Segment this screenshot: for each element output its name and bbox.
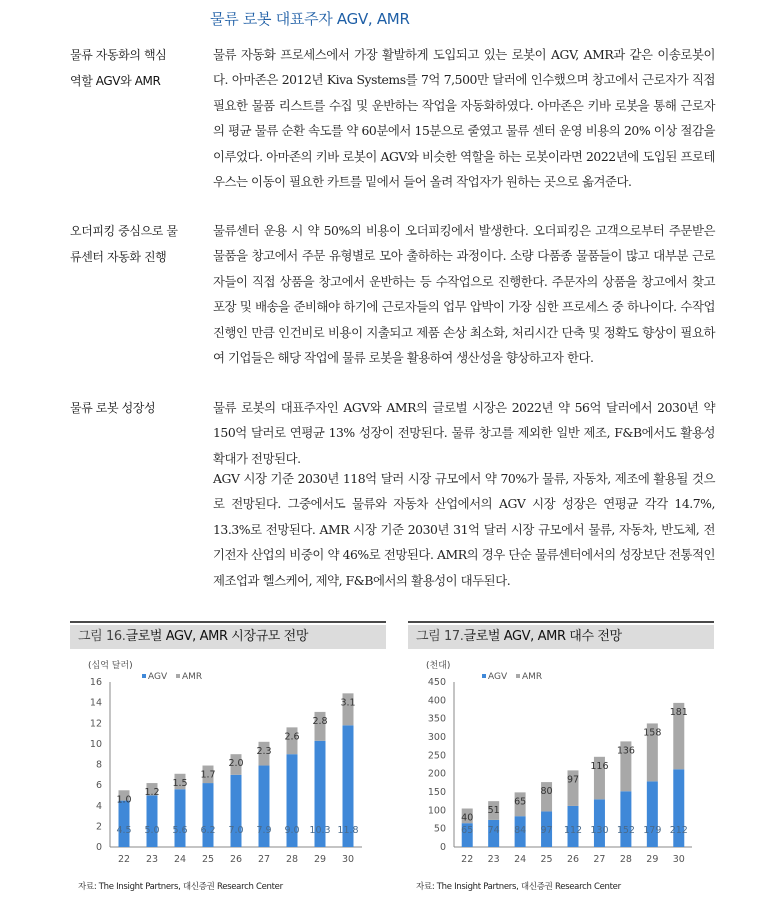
y-tick-label: 2 (95, 821, 102, 833)
figure-17-title: 글로벌 AGV, AMR 대수 전망 (463, 629, 622, 644)
bar-agv-29 (647, 781, 658, 847)
figure-17-chart (408, 656, 718, 871)
data-label-amr-29: 158 (643, 727, 662, 739)
legend-swatch-amr (516, 674, 520, 678)
legend-label-agv: AGV (148, 672, 168, 682)
data-label-amr-29: 2.8 (312, 715, 328, 727)
x-tick-label: 29 (646, 854, 659, 865)
x-tick-label: 22 (461, 854, 474, 865)
data-label-agv-30: 212 (669, 825, 688, 836)
section-paragraph-growth-1: 물류 로봇의 대표주자인 AGV와 AMR의 글로벌 시장은 2022년 약 56억 달러에서 2030년 약 150억 달러로 연평균 13% 성장이 전망된다. 물류 창고를 제외한 일반 제조, F&B에서도 활용성 확대가 전망된다. (213, 400, 715, 466)
bar-agv-27 (594, 799, 605, 847)
y-tick-label: 150 (427, 787, 446, 798)
legend-swatch-agv (142, 674, 146, 678)
data-label-agv-24: 84 (514, 825, 527, 836)
section-label-agv-amr-role (70, 42, 200, 94)
data-label-agv-29: 10.3 (309, 825, 331, 836)
data-label-agv-25: 6.2 (200, 825, 216, 836)
bar-agv-23 (147, 795, 158, 847)
x-tick-label: 27 (593, 854, 606, 865)
y-tick-label: 250 (427, 750, 446, 762)
y-tick-label: 300 (427, 732, 446, 743)
section-label-text: 물류 로봇 성장성 (70, 401, 156, 415)
bar-agv-24 (175, 789, 186, 847)
section-paragraph-order-picking: 물류센터 운용 시 약 50%의 비용이 오더피킹에서 발생한다. 오더피킹은 고객으로부터 주문받은 물품을 창고에서 주문 유형별로 모아 출하하는 과정이다. 소량 다품종 물품들이 많고 대부분 근로자들이 직접 상품을 창고에서 운반하는 등 수작업으로 진행한다. 주문자의 상품을 창고에서 찾고 포장 및 배송을 준비해야 하기에 근로자들의 업무 압박이 가장 심한 프로세스 중 하나이다. 수작업 진행인 만큼 인건비로 비용이 지출되고 제품 손상 최소화, 처리시간 단축 및 정확도 향상이 필요하여 기업들은 해당 작업에 물류 로봇을 활용하여 생산성을 향상하고자 한다. (213, 223, 715, 366)
y-tick-label: 450 (427, 677, 446, 688)
y-tick-label: 12 (89, 718, 102, 730)
x-tick-label: 26 (566, 854, 580, 865)
data-label-amr-27: 116 (590, 760, 609, 772)
data-label-amr-22: 40 (461, 812, 474, 824)
x-tick-label: 28 (285, 854, 299, 865)
data-label-amr-26: 97 (566, 774, 580, 786)
section-label-order-picking (70, 218, 200, 270)
x-tick-label: 23 (145, 854, 159, 865)
figure-16-header (70, 625, 386, 649)
section-paragraph-agv-amr-role: 물류 자동화 프로세스에서 가장 활발하게 도입되고 있는 로봇이 AGV, AMR과 같은 이송로봇이다. 아마존은 2012년 Kiva Systems를 7억 7,500만 달러에 인수했으며 창고에서 근로자가 직접 필요한 물품 리스트를 수집 및 운반하는 작업을 자동화하였다. 아마존은 키바 로봇을 통해 근로자의 평균 물류 순환 속도를 약 60분에서 15분으로 줄였고 물류 센터 운영 비용의 20% 이상 절감을 이루었다. 아마존의 키바 로봇이 AGV와 비슷한 역할을 하는 로봇이라면 2022년에 도입된 프로테우스는 이동이 필요한 카트를 밑에서 들어 올려 작업자가 원하는 곳으로 옮겨준다. (213, 47, 715, 190)
figure-16-number: 그림 16. (78, 629, 126, 644)
y-axis-label: (십억 달러) (88, 661, 133, 671)
bar-agv-26 (231, 775, 242, 847)
data-label-amr-30: 3.1 (340, 697, 356, 709)
y-tick-label: 8 (95, 759, 102, 771)
data-label-amr-27: 2.3 (256, 745, 272, 757)
data-label-amr-30: 181 (669, 706, 688, 718)
section-label-text: 오더피킹 중심으로 물 류센터 자동화 진행 (70, 224, 178, 264)
x-tick-label: 30 (341, 854, 355, 865)
bar-agv-28 (620, 791, 631, 847)
data-label-agv-28: 152 (616, 825, 635, 836)
data-label-agv-22: 4.5 (116, 825, 132, 836)
data-label-agv-28: 9.0 (284, 825, 300, 836)
y-axis-label: (천대) (426, 661, 451, 671)
legend-label-amr: AMR (182, 672, 203, 682)
x-tick-label: 23 (487, 854, 500, 865)
y-tick-label: 0 (95, 842, 102, 853)
x-tick-label: 24 (514, 854, 527, 865)
y-tick-label: 200 (427, 768, 446, 780)
data-label-agv-22: 65 (461, 825, 474, 836)
data-label-agv-26: 7.0 (228, 825, 244, 836)
data-label-agv-27: 7.9 (256, 825, 272, 836)
legend-swatch-amr (176, 674, 180, 678)
x-tick-label: 26 (229, 854, 243, 865)
data-label-amr-24: 65 (514, 796, 527, 808)
data-label-agv-26: 112 (563, 825, 583, 836)
bar-agv-25 (203, 783, 214, 847)
x-tick-label: 25 (201, 854, 215, 865)
x-tick-label: 22 (117, 854, 131, 865)
x-tick-label: 25 (540, 854, 553, 865)
data-label-amr-22: 1.0 (116, 794, 132, 806)
x-tick-label: 24 (173, 854, 187, 865)
y-tick-label: 10 (89, 738, 102, 750)
data-label-amr-25: 80 (540, 786, 553, 798)
figure-16-source: 자료: The Insight Partners, 대신증권 Research Center (78, 882, 283, 892)
data-label-agv-24: 5.6 (172, 825, 188, 836)
data-label-amr-26: 2.0 (228, 758, 244, 770)
y-tick-label: 100 (427, 805, 446, 817)
figure-16-chart (70, 656, 390, 871)
data-label-amr-25: 1.7 (200, 769, 216, 781)
figure-17-number: 그림 17. (416, 629, 464, 644)
figure-17-source: 자료: The Insight Partners, 대신증권 Research Center (416, 882, 621, 892)
x-tick-label: 30 (672, 854, 685, 865)
figure-16-rule (70, 621, 386, 623)
data-label-agv-23: 5.0 (144, 825, 160, 836)
y-tick-label: 400 (427, 695, 446, 707)
section-label-text: 물류 자동화의 핵심 역할 AGV와 AMR (70, 48, 167, 88)
y-tick-label: 4 (95, 800, 102, 812)
figure-17-header (408, 625, 714, 649)
x-tick-label: 29 (313, 854, 327, 865)
data-label-agv-30: 11.8 (337, 825, 359, 836)
figure-17-rule (408, 621, 714, 623)
data-label-agv-23: 74 (487, 825, 500, 836)
section-label-growth (70, 395, 200, 421)
y-tick-label: 350 (427, 713, 446, 725)
page-title: 물류 로봇 대표주자 AGV, AMR (210, 10, 410, 28)
bar-agv-22 (119, 801, 130, 847)
y-tick-label: 16 (89, 677, 102, 688)
y-tick-label: 14 (89, 697, 102, 709)
legend-swatch-agv (482, 674, 486, 678)
data-label-amr-28: 136 (616, 745, 635, 757)
data-label-agv-27: 130 (590, 825, 609, 836)
x-tick-label: 28 (619, 854, 632, 865)
y-tick-label: 0 (439, 842, 446, 853)
data-label-agv-25: 97 (540, 825, 553, 836)
data-label-amr-23: 1.2 (144, 787, 160, 799)
figure-16-title: 글로벌 AGV, AMR 시장규모 전망 (125, 629, 308, 644)
y-tick-label: 6 (95, 780, 102, 792)
legend-label-amr: AMR (522, 672, 543, 682)
data-label-amr-28: 2.6 (284, 731, 300, 743)
legend-label-agv: AGV (488, 672, 508, 682)
data-label-amr-24: 1.5 (172, 777, 188, 789)
y-tick-label: 50 (433, 823, 446, 835)
data-label-agv-29: 179 (643, 825, 662, 836)
section-paragraph-growth-2: AGV 시장 기준 2030년 118억 달러 시장 규모에서 약 70%가 물류, 자동차, 제조에 활용될 것으로 전망된다. 그중에서도 물류와 자동차 산업에서의 AGV 시장 성장은 연평균 각각 14.7%, 13.3%로 전망된다. AMR 시장 기준 2030년 31억 달러 시장 규모에서 물류, 자동차, 반도체, 전기전자 산업의 비중이 약 46%로 전망된다. AMR의 경우 단순 물류센터에서의 성장보단 전통적인 제조업과 헬스케어, 제약, F&B에서의 활용성이 대두된다. (213, 471, 715, 588)
x-tick-label: 27 (257, 854, 271, 865)
data-label-amr-23: 51 (487, 805, 500, 817)
